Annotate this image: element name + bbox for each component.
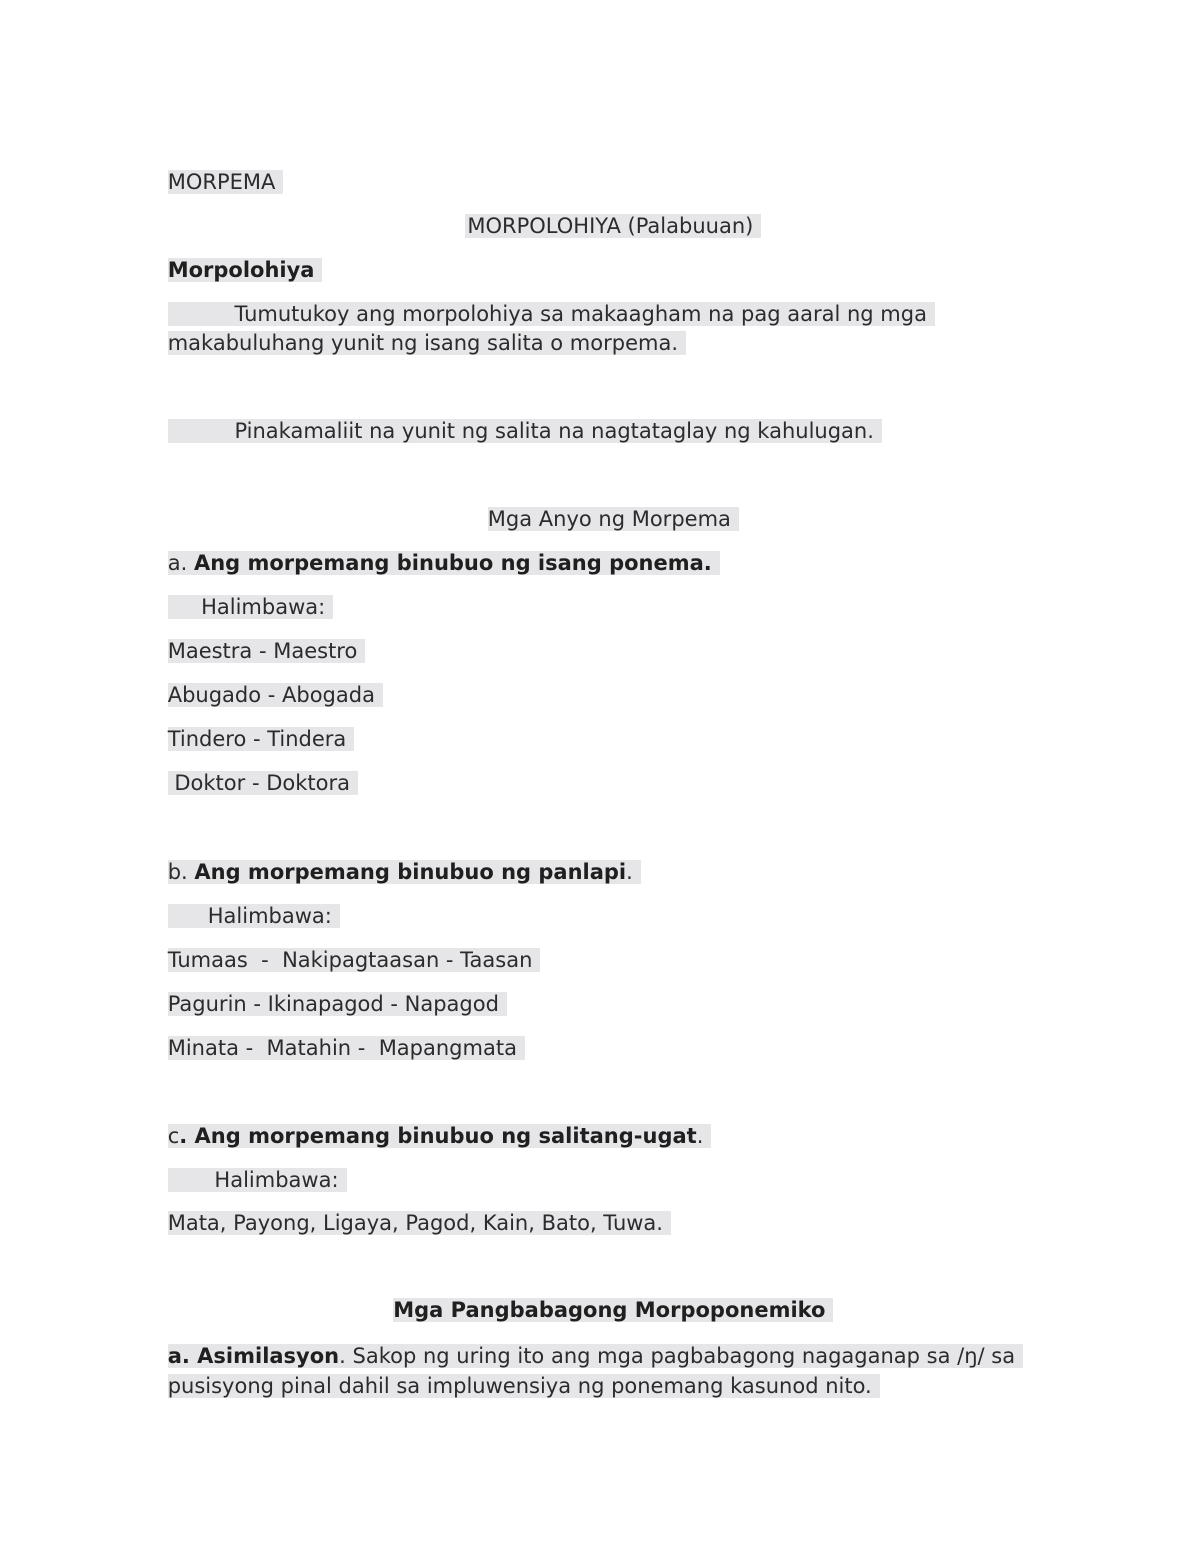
list-item: Minata - Matahin - Mapangmata: [141, 1006, 525, 1090]
document-header: MORPEMA: [141, 140, 283, 224]
section-a-example-label: Halimbawa:: [141, 565, 333, 649]
pangbabago-title: Mga Pangbabagong Morpoponemiko: [0, 1268, 1200, 1352]
section-b-example-label: Halimbawa:: [141, 874, 340, 958]
asimilasyon-line-2: pusisyong pinal dahil sa impluwensiya ng ponemang kasunod nito.: [141, 1344, 880, 1428]
list-item: Abugado - Abogada: [141, 653, 383, 737]
section-c-example-label: Halimbawa:: [141, 1138, 347, 1222]
section-c-heading: c. Ang morpemang binubuo ng salitang-ugat.: [141, 1094, 711, 1178]
list-item: Maestra - Maestro: [141, 609, 365, 693]
definition-line-1: Tumutukoy ang morpolohiya sa makaagham na pag aaral ng mga: [141, 272, 935, 356]
definition-line-2: makabuluhang yunit ng isang salita o morpema.: [141, 301, 686, 385]
page-title: MORPOLOHIYA (Palabuuan): [0, 184, 1200, 268]
list-item: Tindero - Tindera: [141, 697, 354, 781]
list-item: Tumaas - Nakipagtaasan - Taasan: [141, 918, 540, 1002]
anyo-title: Mga Anyo ng Morpema: [0, 477, 1200, 561]
section-a-heading: a. Ang morpemang binubuo ng isang ponema.: [141, 521, 720, 605]
asimilasyon-line-1: a. Asimilasyon. Sakop ng uring ito ang mga pagbabagong nagaganap sa /ŋ/ sa: [141, 1314, 1023, 1398]
list-item: Pagurin - Ikinapagod - Napagod: [141, 962, 507, 1046]
list-item: Mata, Payong, Ligaya, Pagod, Kain, Bato, Tuwa.: [141, 1181, 671, 1265]
morpema-definition: Pinakamaliit na yunit ng salita na nagtataglay ng kahulugan.: [141, 389, 882, 473]
section-b-heading: b. Ang morpemang binubuo ng panlapi.: [141, 830, 641, 914]
list-item: Doktor - Doktora: [141, 741, 358, 825]
heading-morpolohiya: Morpolohiya: [141, 228, 322, 312]
